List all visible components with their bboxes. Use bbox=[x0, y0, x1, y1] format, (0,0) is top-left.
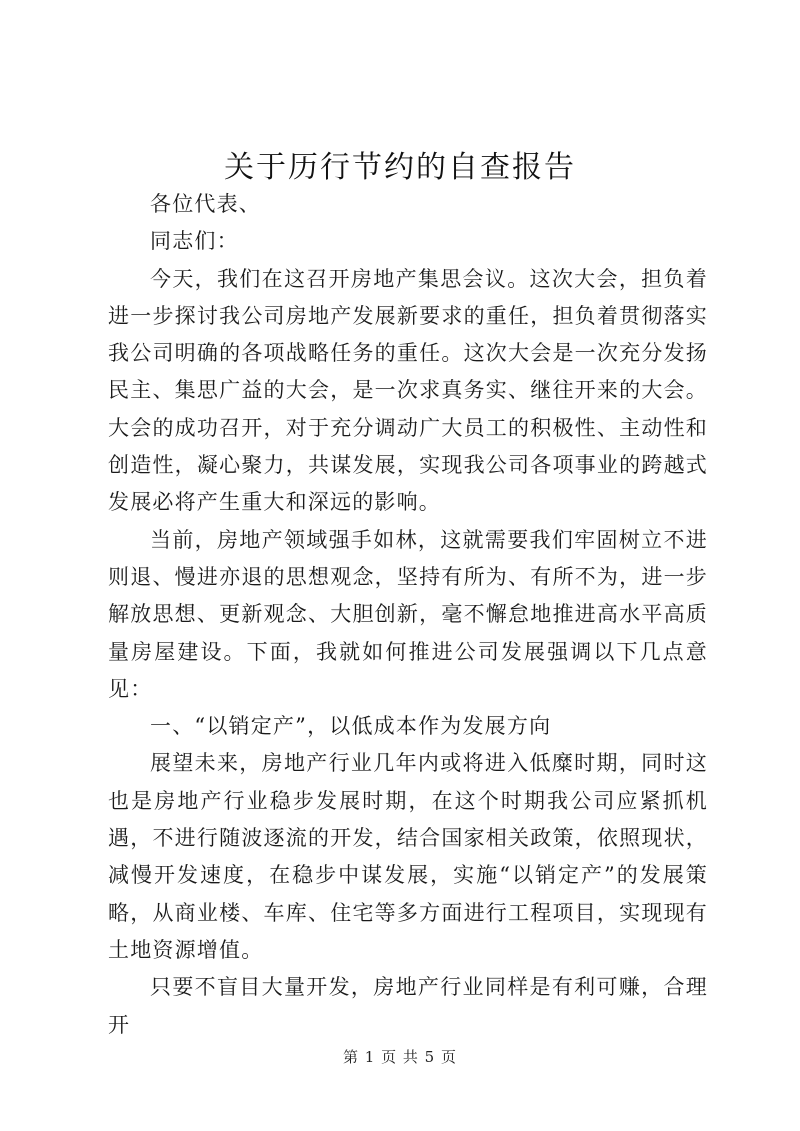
body-paragraph-3: 展望未来，房地产行业几年内或将进入低糜时期，同时这也是房地产行业稳步发展时期，在这个时期我公司应紧抓机遇，不进行随波逐流的开发，结合国家相关政策，依照现状，减慢开发速度，在稳步中谋发展，实施“以销定产”的发展策略，从商业楼、车库、住宅等多方面进行工程项目，实现现有土地资源增值。 bbox=[108, 751, 708, 962]
section-heading-1: 一、“以销定产”，以低成本作为发展方向 bbox=[150, 714, 552, 739]
page-number-footer: 第 1 页 共 5 页 bbox=[343, 1048, 457, 1066]
body-paragraph-4: 只要不盲目大量开发，房地产行业同样是有利可赚，合理开 bbox=[108, 975, 708, 1037]
salutation-line-2: 同志们： bbox=[150, 229, 239, 254]
document-body bbox=[108, 186, 708, 1044]
body-paragraph-2: 当前，房地产领域强手如林，这就需要我们牢固树立不进则退、慢进亦退的思想观念，坚持有所为、有所不为，进一步解放思想、更新观念、大胆创新，毫不懈怠地推进高水平高质量房屋建设。下面，我就如何推进公司发展强调以下几点意见： bbox=[108, 527, 708, 701]
document-title: 关于历行节约的自查报告 bbox=[224, 150, 576, 185]
body-paragraph-1: 今天，我们在这召开房地产集思会议。这次大会，担负着进一步探讨我公司房地产发展新要求的重任，担负着贯彻落实我公司明确的各项战略任务的重任。这次大会是一次充分发扬民主、集思广益的大会，是一次求真务实、继往开来的大会。大会的成功召开，对于充分调动广大员工的积极性、主动性和创造性，凝心聚力，共谋发展，实现我公司各项事业的跨越式发展必将产生重大和深远的影响。 bbox=[108, 266, 708, 515]
salutation-line-1: 各位代表、 bbox=[150, 192, 261, 216]
